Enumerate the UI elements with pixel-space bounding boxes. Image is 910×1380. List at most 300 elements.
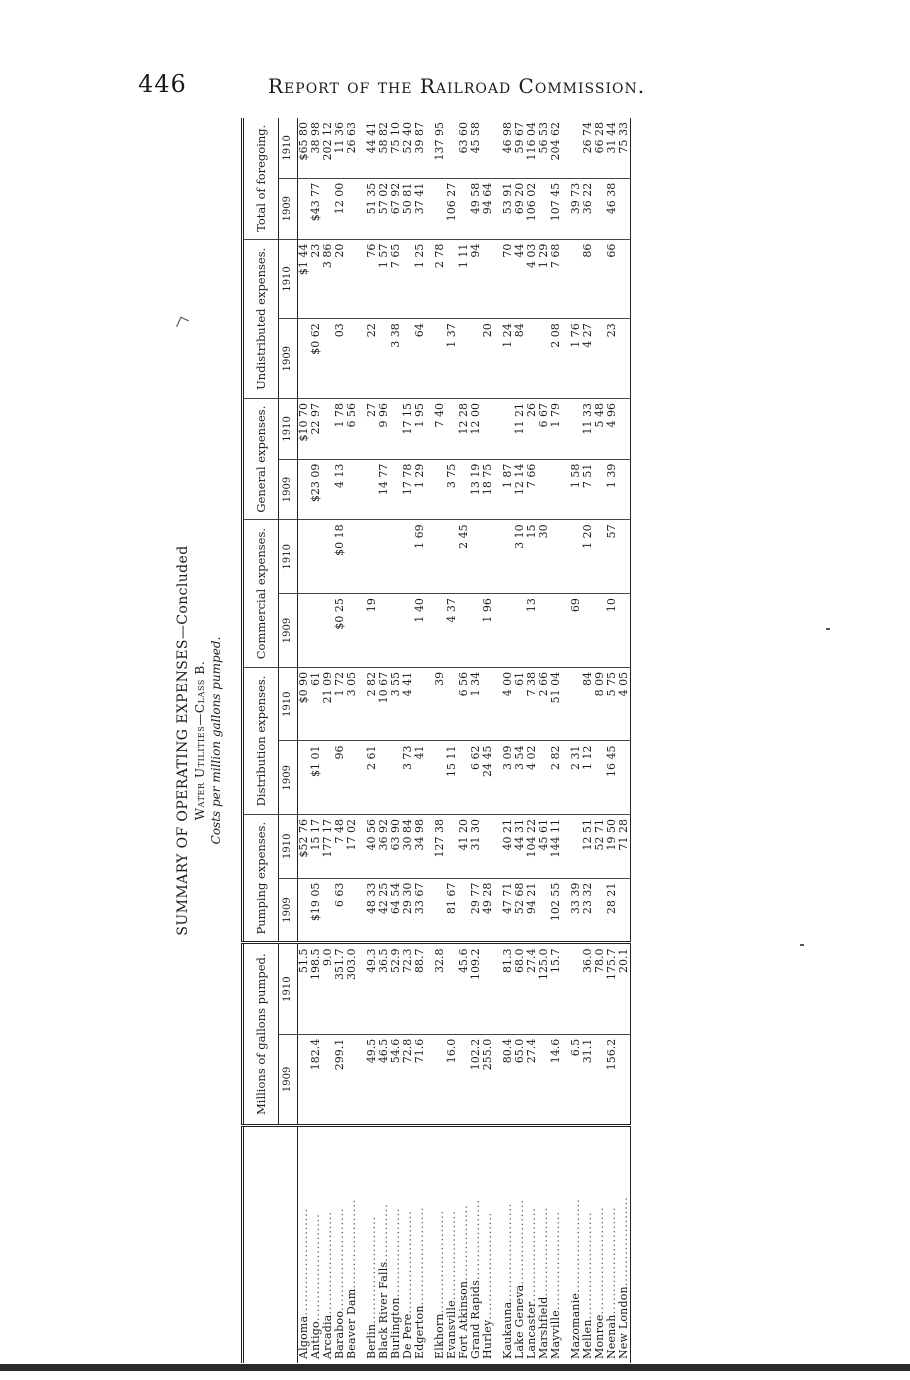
dot-leader: .................... (445, 1210, 458, 1301)
table-cell: 81.3 (502, 943, 514, 1034)
dot-leader: ..................... (525, 1207, 538, 1302)
table-cell (458, 594, 470, 668)
table-cell: 11 33 (582, 399, 594, 460)
table-cell: 49 28 (482, 878, 494, 943)
table-cell (502, 594, 514, 668)
table-cell (582, 594, 594, 668)
year-header: 1910 (279, 667, 298, 741)
table-cell: 1 29 (414, 459, 426, 520)
utility-name-text: Kaukauna (501, 1301, 514, 1359)
table-cell: 40 56 (366, 814, 378, 878)
table-row (570, 118, 582, 1363)
table-cell: 1 11 (458, 239, 470, 319)
dot-leader: ........................ (581, 1211, 594, 1320)
table-cell: $43 77 (310, 178, 322, 239)
rotated-table-block (175, 118, 775, 1363)
group-spacer (358, 118, 366, 1363)
table-cell (434, 520, 446, 594)
table-cell: 27.4 (526, 943, 538, 1034)
table-cell: 1 79 (550, 399, 562, 460)
utility-name-text: De Pere (401, 1313, 414, 1359)
table-cell (414, 667, 426, 741)
table-row (550, 118, 562, 1363)
table-cell: 31 44 (606, 118, 618, 178)
table-cell: $10 70 (298, 399, 311, 460)
table-cell: 44 41 (366, 118, 378, 178)
table-cell: 1 57 (378, 239, 390, 319)
table-cell (482, 943, 494, 1034)
running-head: Report of the Railroad Commission. (268, 74, 646, 98)
utility-name-text: New London (617, 1286, 630, 1359)
year-header: 1909 (279, 1034, 298, 1125)
table-cell: 4 02 (526, 741, 538, 815)
utility-name-text: Fort Atkinson (457, 1280, 470, 1359)
table-cell: 49.5 (366, 1034, 378, 1125)
year-header: 1910 (279, 943, 298, 1034)
table-cell: 26 63 (346, 118, 358, 178)
table-cell: 64 54 (390, 878, 402, 943)
table-cell: 70 (502, 239, 514, 319)
year-header: 1909 (279, 594, 298, 668)
table-cell: 1 40 (414, 594, 426, 668)
table-cell: 16 45 (606, 741, 618, 815)
dot-leader: .................... (617, 1196, 630, 1287)
table-cell: 7 48 (334, 814, 346, 878)
table-cell: $1 44 (298, 239, 311, 319)
table-cell: 75 33 (618, 118, 631, 178)
dot-leader: ........................ (481, 1211, 494, 1320)
table-cell: 86 (582, 239, 594, 319)
table-cell: 7 38 (526, 667, 538, 741)
table-cell (346, 319, 358, 399)
utility-name-text: Beaver Dam (345, 1288, 358, 1359)
table-cell: 15 11 (446, 741, 458, 815)
table-cell: 67 92 (390, 178, 402, 239)
table-row (618, 118, 631, 1363)
year-header: 1910 (279, 814, 298, 878)
dot-leader: ........................ (297, 1207, 310, 1316)
table-cell: 26 74 (582, 118, 594, 178)
table-cell: 1 25 (414, 239, 426, 319)
table-cell: 22 97 (310, 399, 322, 460)
utility-name-text: Elkhorn (433, 1313, 446, 1359)
table-cell: 15.7 (550, 943, 562, 1034)
table-cell: 44 (514, 239, 526, 319)
table-cell: $0 90 (298, 667, 311, 741)
table-cell: 4 13 (334, 459, 346, 520)
year-header: 1910 (279, 118, 298, 178)
table-cell: 72.3 (402, 943, 414, 1034)
table-cell: 12 14 (514, 459, 526, 520)
table-cell (482, 399, 494, 460)
table-cell: 66 (606, 239, 618, 319)
year-header: 1909 (279, 319, 298, 399)
table-row (334, 118, 346, 1363)
table-cell: 12 00 (334, 178, 346, 239)
table-cell: 23 32 (582, 878, 594, 943)
table-cell: 3 54 (514, 741, 526, 815)
table-cell: 52 40 (402, 118, 414, 178)
dot-leader: ..................... (569, 1198, 582, 1293)
utility-name-text: Lancaster (525, 1301, 538, 1359)
table-cell: 75 10 (390, 118, 402, 178)
table-cell: 6.5 (570, 1034, 582, 1125)
table-cell: 20.1 (618, 943, 631, 1034)
table-cell: 109.2 (470, 943, 482, 1034)
year-header: 1909 (279, 878, 298, 943)
table-cell: 125.0 (538, 943, 550, 1034)
utility-name-text: Antigo (309, 1321, 322, 1359)
table-cell: 4 41 (402, 667, 414, 741)
table-cell: 1 12 (582, 741, 594, 815)
table-cell: 3 86 (322, 239, 334, 319)
table-cell: 30 84 (402, 814, 414, 878)
table-cell: 61 (514, 667, 526, 741)
table-cell: 51 35 (366, 178, 378, 239)
table-cell: 23 (606, 319, 618, 399)
utility-name-text: Evansville (445, 1300, 458, 1359)
table-cell (298, 594, 311, 668)
table-cell: 69 (570, 594, 582, 668)
table-cell (618, 178, 631, 239)
table-row (514, 118, 526, 1363)
table-cell: 27 (366, 399, 378, 460)
utility-name (482, 1126, 494, 1364)
table-cell: 1 72 (334, 667, 346, 741)
dot-leader: .................... (389, 1207, 402, 1298)
table-cell (550, 459, 562, 520)
table-cell: 3 05 (346, 667, 358, 741)
table-cell: 156.2 (606, 1034, 618, 1125)
table-cell: 3 38 (390, 319, 402, 399)
table-cell (618, 399, 631, 460)
table-cell (482, 118, 494, 178)
dot-leader: ................... (513, 1199, 526, 1285)
table-cell: 299.1 (334, 1034, 346, 1125)
table-cell (618, 459, 631, 520)
table-cell: 53 91 (502, 178, 514, 239)
table-cell (618, 1034, 631, 1125)
table-cell (346, 178, 358, 239)
table-cell (390, 520, 402, 594)
table-cell: 2 08 (550, 319, 562, 399)
dot-leader: ...................... (413, 1206, 426, 1306)
utility-name-text: Edgerton (413, 1305, 426, 1359)
table-cell: 9.0 (322, 943, 334, 1034)
table-row (434, 118, 446, 1363)
table-cell: 28 21 (606, 878, 618, 943)
dot-leader: ........................ (365, 1215, 378, 1324)
table-cell: 18 75 (482, 459, 494, 520)
utility-name-text: Grand Rapids (469, 1280, 482, 1359)
table-cell: 19 (366, 594, 378, 668)
table-cell: 56 53 (538, 118, 550, 178)
table-cell: 39 73 (570, 178, 582, 239)
table-cell: 2 66 (538, 667, 550, 741)
table-cell: 23 (310, 239, 322, 319)
table-cell: 20 (482, 319, 494, 399)
table-cell: 96 (334, 741, 346, 815)
table-cell: 58 82 (378, 118, 390, 178)
table-cell (346, 741, 358, 815)
table-cell: 3 09 (502, 741, 514, 815)
table-row (378, 118, 390, 1363)
table-cell (458, 319, 470, 399)
table-cell: 71.6 (414, 1034, 426, 1125)
dot-leader: ....................... (433, 1209, 446, 1314)
table-cell: 36 22 (582, 178, 594, 239)
group-spacer (562, 118, 570, 1363)
table-cell: 36.5 (378, 943, 390, 1034)
year-header: 1910 (279, 239, 298, 319)
table-cell: 255.0 (482, 1034, 494, 1125)
table-cell: 41 20 (458, 814, 470, 878)
table-cell: 175.7 (606, 943, 618, 1034)
year-header: 1909 (279, 741, 298, 815)
table-row (458, 118, 470, 1363)
table-cell: 6 62 (470, 741, 482, 815)
utility-name-text: Arcadia (321, 1314, 334, 1359)
table-cell: 51 04 (550, 667, 562, 741)
column-group-header: Distribution expenses. (243, 667, 279, 814)
table-cell: 2 78 (434, 239, 446, 319)
column-group-header: Pumping expenses. (243, 814, 279, 943)
table-cell: 49.3 (366, 943, 378, 1034)
table-cell (618, 594, 631, 668)
utility-name-header (243, 1126, 298, 1364)
table-cell (482, 520, 494, 594)
table-row (470, 118, 482, 1363)
table-cell: $1 01 (310, 741, 322, 815)
table-cell: 10 67 (378, 667, 390, 741)
table-cell: 17 02 (346, 814, 358, 878)
dot-leader: ............. (377, 1203, 390, 1262)
table-row (310, 118, 322, 1363)
table-cell: 68.0 (514, 943, 526, 1034)
table-cell: 38 98 (310, 118, 322, 178)
table-cell (618, 239, 631, 319)
table-cell: 7 40 (434, 399, 446, 460)
table-cell: 17 78 (402, 459, 414, 520)
table-cell: 52 68 (514, 878, 526, 943)
table-row (402, 118, 414, 1363)
table-subtitle: Water Utilities—Class B. (193, 660, 207, 821)
table-cell: 41 (414, 741, 426, 815)
dot-leader: ....................... (333, 1207, 346, 1311)
table-cell: 84 (582, 667, 594, 741)
table-cell: 2 61 (366, 741, 378, 815)
table-cell: 64 (414, 319, 426, 399)
utility-name-text: Algoma (297, 1315, 310, 1359)
dot-leader: .................. (469, 1199, 482, 1281)
table-cell: 2 45 (458, 520, 470, 594)
table-cell: 7 51 (582, 459, 594, 520)
table-cell: 13 (526, 594, 538, 668)
table-cell: 182.4 (310, 1034, 322, 1125)
utility-name-text: Lake Geneva (513, 1284, 526, 1359)
dot-leader: ....................... (321, 1211, 334, 1315)
table-cell: 72.8 (402, 1034, 414, 1125)
table-cell (550, 520, 562, 594)
column-group-header: Commercial expenses. (243, 520, 279, 668)
table-cell: 1 95 (414, 399, 426, 460)
utility-name-text: Mayville (549, 1310, 562, 1359)
table-cell: 1 78 (334, 399, 346, 460)
table-cell: 15 (526, 520, 538, 594)
table-cell (538, 459, 550, 520)
table-cell: 13 19 (470, 459, 482, 520)
table-cell: 26 (526, 399, 538, 460)
table-row (298, 118, 311, 1363)
utility-name (618, 1126, 631, 1364)
table-cell: 3 73 (402, 741, 414, 815)
table-cell: 4 00 (502, 667, 514, 741)
table-cell: 198.5 (310, 943, 322, 1034)
table-cell: 204 62 (550, 118, 562, 178)
table-cell: 104 22 (526, 814, 538, 878)
table-cell: 63 60 (458, 118, 470, 178)
dot-leader: ...................... (501, 1202, 514, 1302)
dot-leader: ...................... (549, 1211, 562, 1311)
table-cell: 1 34 (470, 667, 482, 741)
table-cell: 52 71 (594, 814, 606, 878)
table-cell: 1 29 (538, 239, 550, 319)
table-cell: $65 80 (298, 118, 311, 178)
table-cell: 4 05 (618, 667, 631, 741)
table-cell: 303.0 (346, 943, 358, 1034)
expenses-table (241, 118, 631, 1363)
table-cell: 106 02 (526, 178, 538, 239)
table-cell: 6 63 (334, 878, 346, 943)
table-cell: 102.2 (470, 1034, 482, 1125)
group-header-row (243, 118, 279, 1363)
table-cell: 16.0 (446, 1034, 458, 1125)
utility-name-text: Mellen (581, 1319, 594, 1359)
table-cell: 57 (606, 520, 618, 594)
table-cell: 94 64 (482, 178, 494, 239)
table-cell: 51.5 (298, 943, 311, 1034)
table-cell (310, 594, 322, 668)
table-cell: 4 37 (446, 594, 458, 668)
table-cell: 19 50 (606, 814, 618, 878)
table-cell: 39 87 (414, 118, 426, 178)
table-cell: 7 68 (550, 239, 562, 319)
utility-name-text: Monroe (593, 1314, 606, 1359)
table-cell: 37 41 (414, 178, 426, 239)
table-cell: 50 81 (402, 178, 414, 239)
table-cell: $23 09 (310, 459, 322, 520)
table-cell: 42 25 (378, 878, 390, 943)
year-header: 1909 (279, 459, 298, 520)
table-cell: 49 58 (470, 178, 482, 239)
utility-name-text: Berlin (365, 1323, 378, 1359)
table-cell: 1 37 (446, 319, 458, 399)
utility-name (346, 1126, 358, 1364)
table-cell: 88.7 (414, 943, 426, 1034)
table-row (390, 118, 402, 1363)
table-cell: 1 58 (570, 459, 582, 520)
table-row (594, 118, 606, 1363)
table-cell (482, 239, 494, 319)
table-cell: 65.0 (514, 1034, 526, 1125)
table-row (482, 118, 494, 1363)
table-cell: 177 17 (322, 814, 334, 878)
utility-name (550, 1126, 562, 1364)
table-cell: 66 28 (594, 118, 606, 178)
table-cell (310, 520, 322, 594)
table-cell: 1 96 (482, 594, 494, 668)
column-group-header: Undistributed expenses. (243, 239, 279, 398)
table-cell (538, 594, 550, 668)
table-cell (618, 741, 631, 815)
table-cell: 21 09 (322, 667, 334, 741)
table-cell: 6 67 (538, 399, 550, 460)
table-cell: 71 28 (618, 814, 631, 878)
table-row (366, 118, 378, 1363)
table-cell: 39 (434, 667, 446, 741)
table-cell: 11 36 (334, 118, 346, 178)
table-cell: 46.5 (378, 1034, 390, 1125)
table-cell: 1 39 (606, 459, 618, 520)
table-cell (346, 520, 358, 594)
table-cell: 47 71 (502, 878, 514, 943)
table-cell: 57 02 (378, 178, 390, 239)
table-titles (175, 118, 239, 1363)
table-cell: 36 92 (378, 814, 390, 878)
table-cell: 127 38 (434, 814, 446, 878)
table-cell (346, 239, 358, 319)
table-cell: 12 00 (470, 399, 482, 460)
year-header: 1910 (279, 399, 298, 460)
table-cell: 2 82 (550, 741, 562, 815)
table-cell: 102 55 (550, 878, 562, 943)
table-cell: 1 24 (502, 319, 514, 399)
table-cell: 1 69 (414, 520, 426, 594)
table-cell: 12 28 (458, 399, 470, 460)
table-cell: 48 33 (366, 878, 378, 943)
dot-leader: ................. (457, 1204, 470, 1281)
table-cell: 52.9 (390, 943, 402, 1034)
table-cell: 14 77 (378, 459, 390, 520)
table-cell: 7 65 (390, 239, 402, 319)
table-cell: 32.8 (434, 943, 446, 1034)
column-group-header: Total of foregoing. (243, 118, 279, 239)
table-cell: 03 (334, 319, 346, 399)
table-row (346, 118, 358, 1363)
table-cell: 202 12 (322, 118, 334, 178)
year-header: 1909 (279, 178, 298, 239)
table-cell: 9 96 (378, 399, 390, 460)
table-cell: 84 (514, 319, 526, 399)
column-group-header: Millions of gallons pumped. (243, 943, 279, 1126)
table-cell: 45 58 (470, 118, 482, 178)
table-title: SUMMARY OF OPERATING EXPENSES—Concluded (175, 545, 191, 936)
table-cell: 14.6 (550, 1034, 562, 1125)
dot-leader: ....................... (401, 1210, 414, 1314)
table-cell (378, 741, 390, 815)
table-cell: 29 77 (470, 878, 482, 943)
table-cell: 45 61 (538, 814, 550, 878)
table-cell (618, 319, 631, 399)
utility-name-text: Mazomanie (569, 1292, 582, 1359)
year-header: 1910 (279, 520, 298, 594)
utility-name-text: Baraboo (333, 1310, 346, 1359)
table-cell: 2 31 (570, 741, 582, 815)
table-row (322, 118, 334, 1363)
table-cell: 46 98 (502, 118, 514, 178)
table-cell (378, 594, 390, 668)
table-cell (378, 520, 390, 594)
